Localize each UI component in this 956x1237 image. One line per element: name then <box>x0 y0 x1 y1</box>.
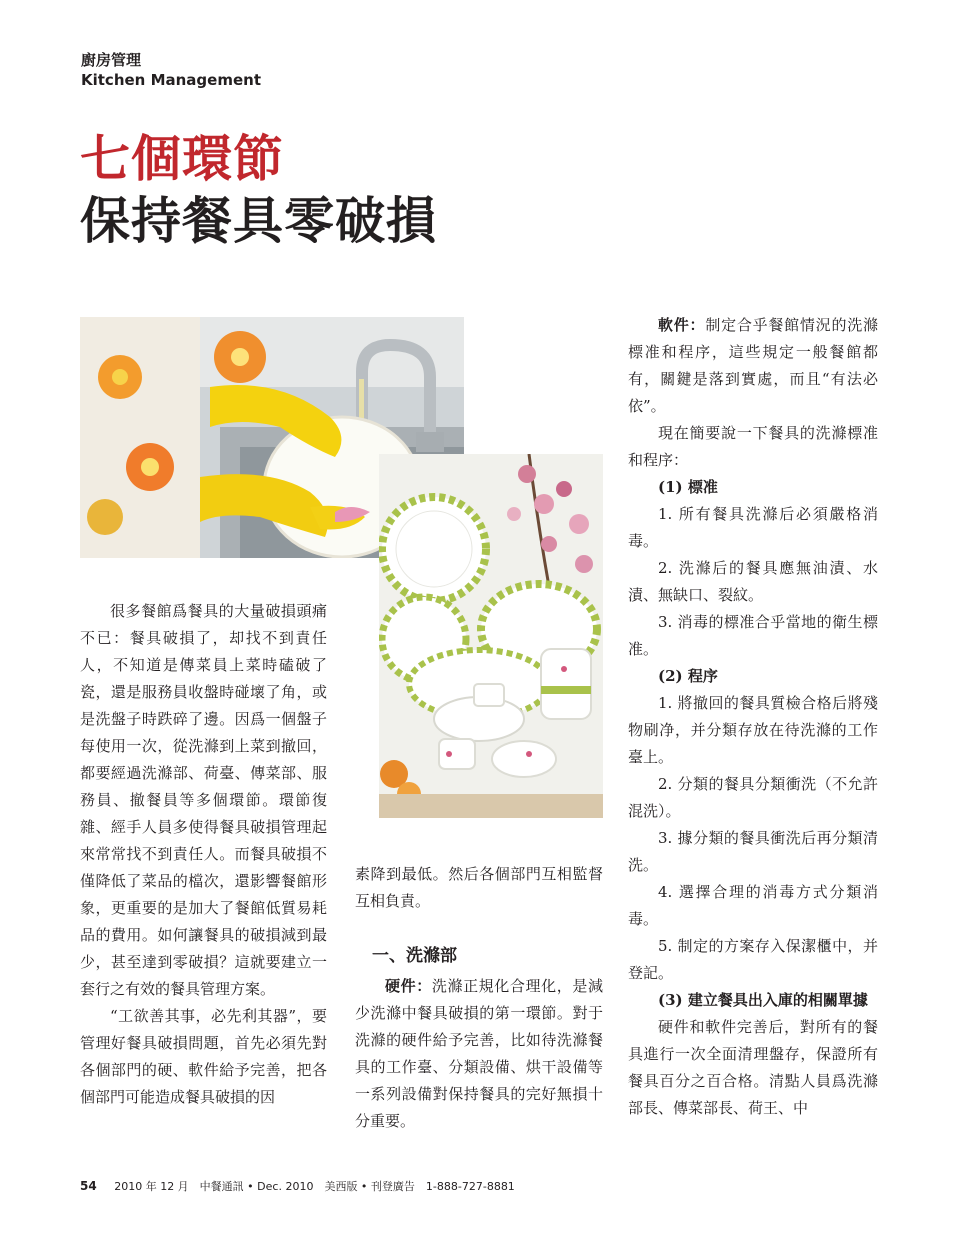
procedure-item-5: 5. 制定的方案存入保潔櫃中，并登記。 <box>628 937 878 982</box>
column-2 <box>355 861 603 1135</box>
column-3 <box>628 312 878 1122</box>
paragraph-intro-standards: 現在簡要說一下餐具的洗滌標准和程序： <box>628 424 878 469</box>
paragraph-quote: “工欲善其事，必先利其器”，要管理好餐具破損問題，首先必須先對各個部門的硬、軟件給予完善，把各個部門可能造成餐具破損的因 <box>80 1007 327 1106</box>
page-number: 54 <box>80 1179 97 1193</box>
heading-receipts: (3) 建立餐具出入庫的相關單據 <box>658 991 868 1009</box>
tableware-photo <box>379 454 603 818</box>
paragraph-software <box>628 312 878 420</box>
page-footer <box>80 1178 515 1194</box>
standard-item-3: 3. 消毒的標准合乎當地的衛生標准。 <box>628 613 878 658</box>
paragraph-hardware <box>355 973 603 1135</box>
procedure-item-2: 2. 分類的餐具分類衝洗（不允許混洗）。 <box>628 775 878 820</box>
procedure-item-4: 4. 選擇合理的消毒方式分類消毒。 <box>628 883 878 928</box>
heading-standards: (1) 標准 <box>658 478 718 496</box>
standard-item-2: 2. 洗滌后的餐具應無油漬、水漬、無缺口、裂紋。 <box>628 559 878 604</box>
paragraph-continued: 素降到最低。然后各個部門互相監督互相負責。 <box>355 865 603 910</box>
label-hardware: 硬件： <box>385 977 432 995</box>
title-line-2: 保持餐具零破損 <box>80 191 437 250</box>
title-line-1: 七個環節 <box>80 129 284 188</box>
heading-procedure: (2) 程序 <box>658 667 718 685</box>
standard-item-1: 1. 所有餐具洗滌后必須嚴格消毒。 <box>628 505 878 550</box>
text-software: 制定合乎餐館情況的洗滌標准和程序，這些規定一般餐館都有，關鍵是落到實處，而且“有法必依”。 <box>628 316 878 415</box>
footer-text: 2010 年 12 月 中餐通訊 • Dec. 2010 美西版 • 刊登廣告 1-888-727-8881 <box>114 1180 515 1193</box>
label-software: 軟件： <box>658 316 706 334</box>
column-1 <box>80 598 327 1111</box>
section-name-en: Kitchen Management <box>81 71 261 89</box>
tableware-illustration <box>379 454 603 818</box>
section-name-zh: 廚房管理 <box>81 51 142 69</box>
paragraph-inventory: 硬件和軟件完善后，對所有的餐具進行一次全面清理盤存，保證所有餐具百分之百合格。清點人員爲洗滌部長、傳菜部長、荷王、中 <box>628 1018 878 1117</box>
text-hardware: 洗滌正規化合理化，是減少洗滌中餐具破損的第一環節。對于洗滌的硬件給予完善，比如待洗滌餐具的工作臺、分類設備、烘干設備等一系列設備對保持餐具的完好無損十分重要。 <box>355 977 603 1130</box>
article-title <box>80 128 437 252</box>
section-header <box>81 50 261 90</box>
procedure-item-3: 3. 據分類的餐具衝洗后再分類清洗。 <box>628 829 878 874</box>
section-title-washing: 一、洗滌部 <box>372 946 457 966</box>
paragraph-intro: 很多餐館爲餐具的大量破損頭痛不已：餐具破損了，却找不到責任人，不知道是傳菜員上菜時磕破了瓷，還是服務員收盤時碰壞了角，或是洗盤子時跌碎了邊。因爲一個盤子每使用一次，從洗滌到上菜到撤回，都要經過洗滌部、荷臺、傳菜部、服務員、撤餐員等多個環節。環節復雜、經手人員多使得餐具破損管理起來常常找不到責任人。而餐具破損不僅降低了菜品的檔次，還影響餐館形象，更重要的是加大了餐館低質易耗品的費用。如何讓餐具的破損減到最少，甚至達到零破損？這就要建立一套行之有效的餐具管理方案。 <box>80 602 327 998</box>
procedure-item-1: 1. 將撤回的餐具質檢合格后將殘物刷净，并分類存放在待洗滌的工作臺上。 <box>628 694 878 766</box>
